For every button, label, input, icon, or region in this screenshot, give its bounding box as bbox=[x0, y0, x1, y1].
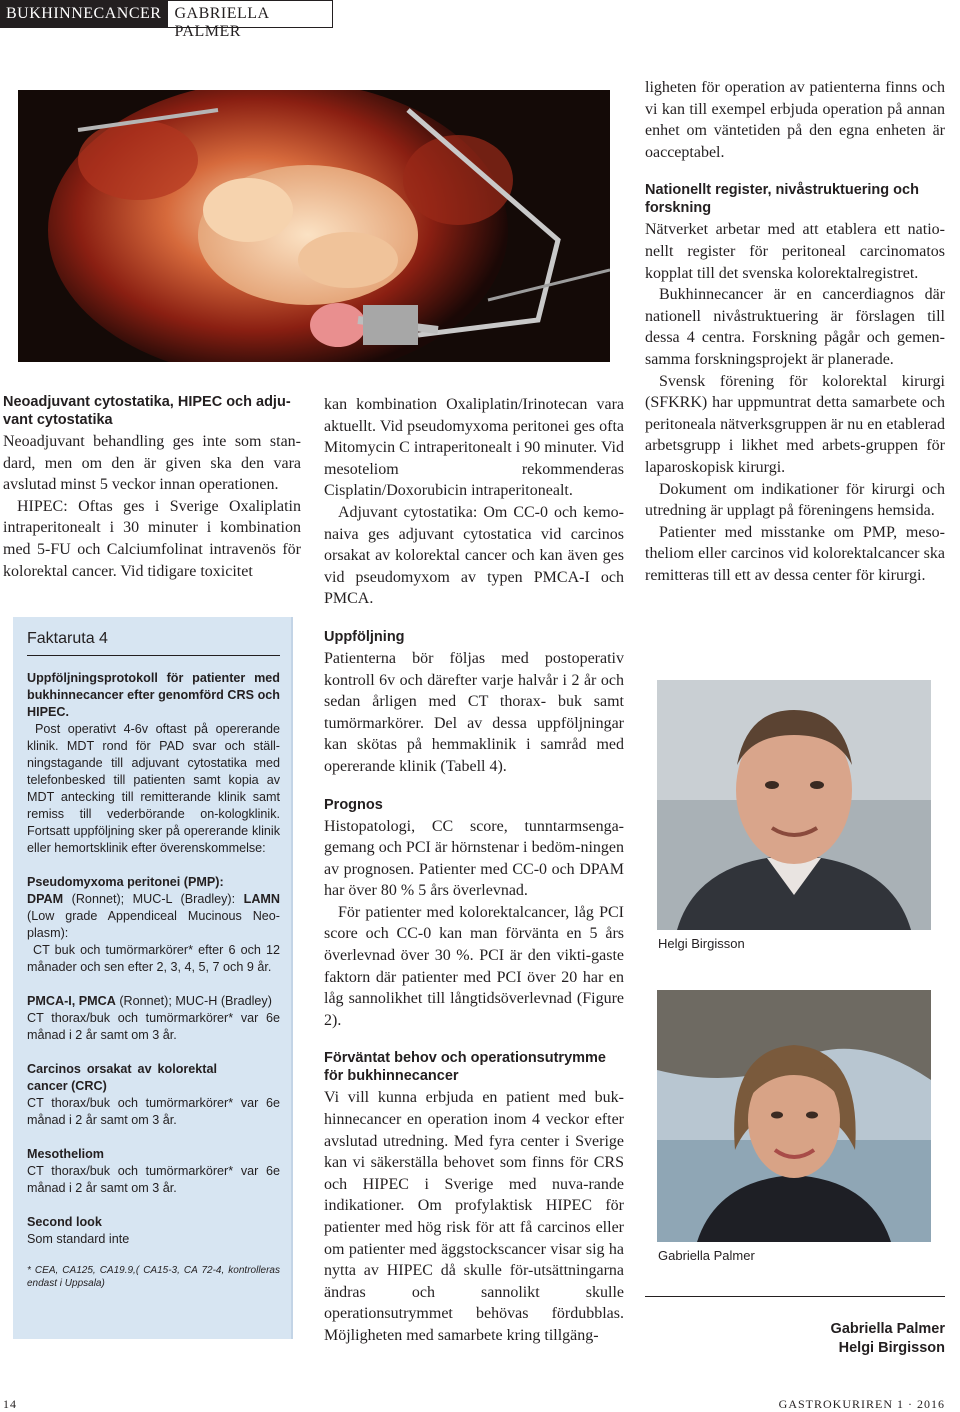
paragraph: Vi vill kunna erbjuda en patient med buk-hinnecancer en operation inom 4 veckor efter avslutad utredning. Med fyra center i Sverige kan vi säkerställa behovet som finns för CRS och HIPEC i Sverige med nuva-rande indikationer. Om profylaktisk HIPEC för patienter med hög risk för att få carcinos eller om patienter med äggstockscancer visar sig ha nytta av HIPEC då skulle för-utsättningarna ändras och sannolikt skulle operationsutrymmet behövas fördubblas. Möjligheten med samarbete kring tillgäng- bbox=[324, 1089, 624, 1344]
pmp-classification: DPAM (Ronnet); MUC-L (Bradley): LAMN (Low grade Appendiceal Mucinous Neo-plasm): bbox=[27, 892, 280, 940]
page-number: 14 bbox=[3, 1397, 17, 1411]
paragraph: Patienterna bör följas med postoperativ kontroll 6v och därefter varje halvår i 2 år och sedan årligen med CT thorax- buk samt tumörmarkörer. Del av dessa uppföljningar kan skötas på hemmaklinik i samråd med opererande klinik (Tabell 4). bbox=[324, 649, 624, 775]
paragraph: kan kombination Oxaliplatin/Irinotecan vara aktuellt. Vid pseudomyxoma peritonei ges ofta Mitomycin C intraperitonealt i 90 minuter. Vid mesoteliom rekommenderas Cisplatin/Doxorubicin intraperitonealt. bbox=[324, 396, 624, 500]
pmp-followup: CT buk och tumörmarkörer* efter 6 och 12 månader och sen efter 2, 3, 4, 5, 7 och 9 år. bbox=[27, 943, 280, 974]
fact-box-subtitle: Uppföljningsprotokoll för patienter med bukhinnecancer efter genomförd CRS och HIPEC. bbox=[27, 671, 280, 719]
fact-box-intro: Post operativt 4-6v oftast på opererande klinik. MDT rond för PAD svar och ställ-ningstagande till adjuvant cytostatika med telefonbesked till patienten samt kopia av MDT antecking till remitterande klinik samt remiss till vederbörande on-kologklinik. Fortsatt uppföljning sker på opererande klinik eller hemortsklinik efter överenskommelse: bbox=[27, 722, 280, 855]
section-header bbox=[0, 0, 333, 40]
paragraph: Dokument om indikationer för kirurgi och utredning är upplagt på föreningens hemsida. bbox=[645, 480, 945, 520]
paragraph: ligheten för operation av patienterna finns och vi kan till exempel erbjuda operation på annan enhet om väntetiden på den egna enheten är oacceptabel. bbox=[645, 79, 945, 161]
heading-behov: Förväntat behov och operationsutrymme för bukhinnecancer bbox=[324, 1050, 606, 1085]
paragraph: Adjuvant cytostatika: Om CC-0 och kemo-naiva ges adjuvant cytostatica vid carcinos orsakat av kolorektal cancer och kan även ges vid pseudomyxom av typen PMCA-I och PMCA. bbox=[324, 503, 624, 608]
second-look-followup: Som standard inte bbox=[27, 1232, 130, 1246]
portrait-gabriella-illustration bbox=[657, 990, 931, 1242]
section-label: BUKHINNECANCER bbox=[0, 0, 167, 28]
fact-box-footnote: * CEA, CA125, CA19.9,( CA15-3, CA 72-4, kontrolleras endast i Uppsala) bbox=[27, 1265, 280, 1289]
column-3 bbox=[645, 77, 945, 586]
column-2 bbox=[324, 394, 624, 1347]
author-name: Helgi Birgisson bbox=[838, 1340, 945, 1356]
fact-box-title: Faktaruta 4 bbox=[27, 629, 280, 656]
surgery-photo bbox=[18, 90, 610, 362]
caption-gabriella: Gabriella Palmer bbox=[658, 1248, 755, 1263]
signature-rule bbox=[645, 1296, 945, 1297]
signature bbox=[645, 1320, 945, 1358]
paragraph: Svensk förening för kolorektal kirurgi (SFKRK) har uppmuntrat detta samarbete och peritoneala nätverksgruppen är nu en etablerad arbetsgrupp i likhet med arbets-gruppen för laparoskopisk kirurgi. bbox=[645, 372, 945, 476]
meso-heading: Mesotheliom bbox=[27, 1147, 104, 1161]
caption-helgi: Helgi Birgisson bbox=[658, 936, 745, 951]
meso-followup: CT thorax/buk och tumörmarkörer* var 6e månad i 2 år samt om 3 år. bbox=[27, 1164, 280, 1195]
author-label: GABRIELLA PALMER bbox=[167, 0, 333, 28]
portrait-helgi bbox=[657, 680, 931, 930]
pmp-heading: Pseudomyxoma peritonei (PMP): bbox=[27, 875, 224, 889]
pmca-heading: PMCA-I, PMCA (Ronnet); MUC-H (Bradley) bbox=[27, 994, 272, 1008]
heading-prognos: Prognos bbox=[324, 796, 383, 813]
surgery-illustration bbox=[18, 90, 610, 362]
journal-footer: GASTROKURIREN 1 · 2016 bbox=[778, 1397, 945, 1411]
paragraph: Histopatologi, CC score, tunntarmsenga-gemang och PCI är hörnstenar i bedöm-ningen av prognosen. Patienter med CC-0 och DPAM har över 80 % 5 års överlevnad. bbox=[324, 817, 624, 900]
paragraph: HIPEC: Oftas ges i Sverige Oxaliplatin intraperitonealt i 30 minuter i kombination med 5-FU och Calciumfolinat intravenös för kolorektal cancer. Vid tidigare toxicitet bbox=[3, 497, 301, 580]
heading-uppfoljning: Uppföljning bbox=[324, 628, 405, 645]
second-look-heading: Second look bbox=[27, 1215, 102, 1229]
paragraph: Patienter med misstanke om PMP, meso-theliom eller carcinos vid kolorektalcancer ska remitteras till ett av dessa center för kirurgi. bbox=[645, 523, 945, 584]
paragraph: Neoadjuvant behandling ges inte som stan-dard, men om den är given ska den vara avslutad minst 5 veckor innan operationen. bbox=[3, 433, 301, 494]
paragraph: Nätverket arbetar med att etablera ett natio-nellt register för peritoneal carcinomatos kopplat till det svenska kolorektalregistret. bbox=[645, 221, 945, 282]
crc-followup: CT thorax/buk och tumörmarkörer* var 6e månad i 2 år samt om 3 år. bbox=[27, 1096, 280, 1127]
heading-register: Nationellt register, nivåstruktuering och forskning bbox=[645, 182, 919, 217]
heading-neoadjuvant: Neoadjuvant cytostatika, HIPEC och adju- vant cytostatika bbox=[3, 394, 291, 428]
paragraph: För patienter med kolorektalcancer, låg PCI score och CC-0 kan man förvänta en 5 års överlevnad över 30 %. PCI är den vikti-gaste faktorn där patienter med PCI över 20 har en låg sannolikhet till långtidsöverlevnad (Figure 2). bbox=[324, 903, 624, 1029]
crc-heading: Carcinos orsakat av kolorektal cancer (CRC) bbox=[27, 1062, 217, 1093]
fact-box bbox=[13, 617, 293, 1339]
author-name: Gabriella Palmer bbox=[830, 1321, 945, 1337]
paragraph: Bukhinnecancer är en cancerdiagnos där nationell nivåstruktuering är förslagen till dessa 4 centra. Forskning pågår och gemen-samma forskningsprojekt är planerade. bbox=[645, 286, 945, 368]
portrait-gabriella bbox=[657, 990, 931, 1242]
column-1 bbox=[3, 393, 301, 582]
portrait-helgi-illustration bbox=[657, 680, 931, 930]
pmca-followup: CT thorax/buk och tumörmarkörer* var 6e månad i 2 år samt om 3 år. bbox=[27, 1011, 280, 1042]
